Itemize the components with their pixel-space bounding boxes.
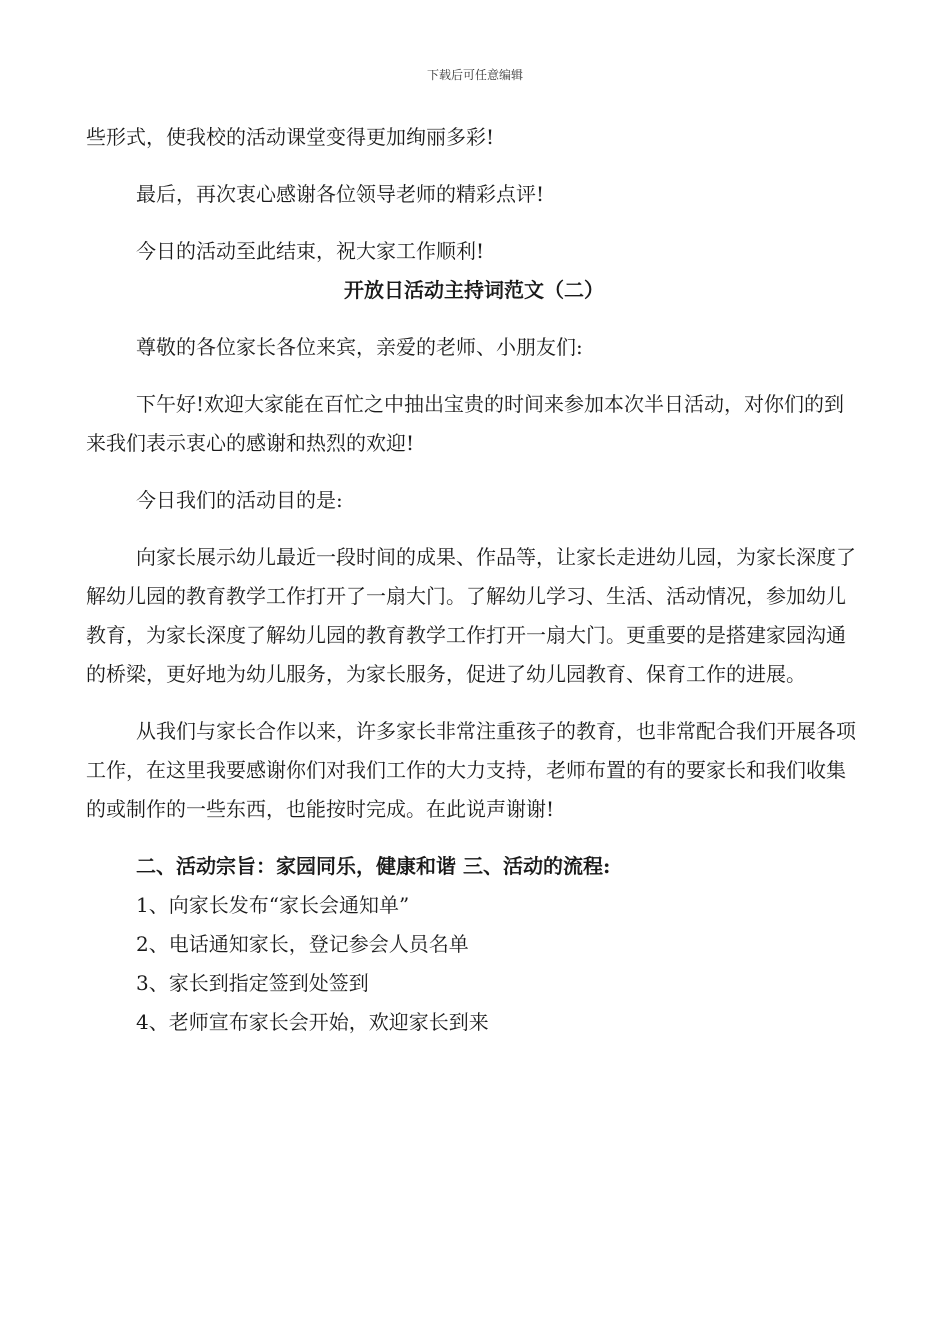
- list-item: 2、电话通知家长，登记参会人员名单: [136, 932, 469, 956]
- page-header: 下载后可任意编辑: [426, 68, 523, 82]
- list-item: 1、向家长发布“家长会通知单”: [136, 893, 410, 917]
- list-item: 4、老师宣布家长会开始，欢迎家长到来: [136, 1010, 489, 1034]
- document-body: [86, 118, 862, 1042]
- paragraph: 些形式，使我校的活动课堂变得更加绚丽多彩!: [86, 125, 495, 149]
- paragraph: 从我们与家长合作以来，许多家长非常注重孩子的教育，也非常配合我们开展各项工作，在这里我要感谢你们对我们工作的大力支持，老师布置的有的要家长和我们收集的或制作的一些东西，也能按时完成。在此说声谢谢!: [86, 719, 856, 821]
- section-heading: 二、活动宗旨：家园同乐，健康和谐 三、活动的流程:: [136, 854, 611, 878]
- paragraph: 最后，再次衷心感谢各位领导老师的精彩点评!: [136, 182, 545, 206]
- paragraph: 尊敬的各位家长各位来宾，亲爱的老师、小朋友们:: [136, 335, 583, 359]
- paragraph: 下午好!欢迎大家能在百忙之中抽出宝贵的时间来参加本次半日活动，对你们的到来我们表示衷心的感谢和热烈的欢迎!: [86, 392, 845, 455]
- section-title: 开放日活动主持词范文（二）: [344, 278, 604, 302]
- paragraph: 向家长展示幼儿最近一段时间的成果、作品等，让家长走进幼儿园，为家长深度了解幼儿园的教育教学工作打开了一扇大门。了解幼儿学习、生活、活动情况，参加幼儿教育，为家长深度了解幼儿园的教育教学工作打开一扇大门。更重要的是搭建家园沟通的桥梁，更好地为幼儿服务，为家长服务，促进了幼儿园教育、保育工作的进展。: [86, 545, 856, 686]
- paragraph: 今日的活动至此结束，祝大家工作顺利!: [136, 239, 485, 263]
- list-item: 3、家长到指定签到处签到: [136, 971, 369, 995]
- paragraph: 今日我们的活动目的是:: [136, 488, 343, 512]
